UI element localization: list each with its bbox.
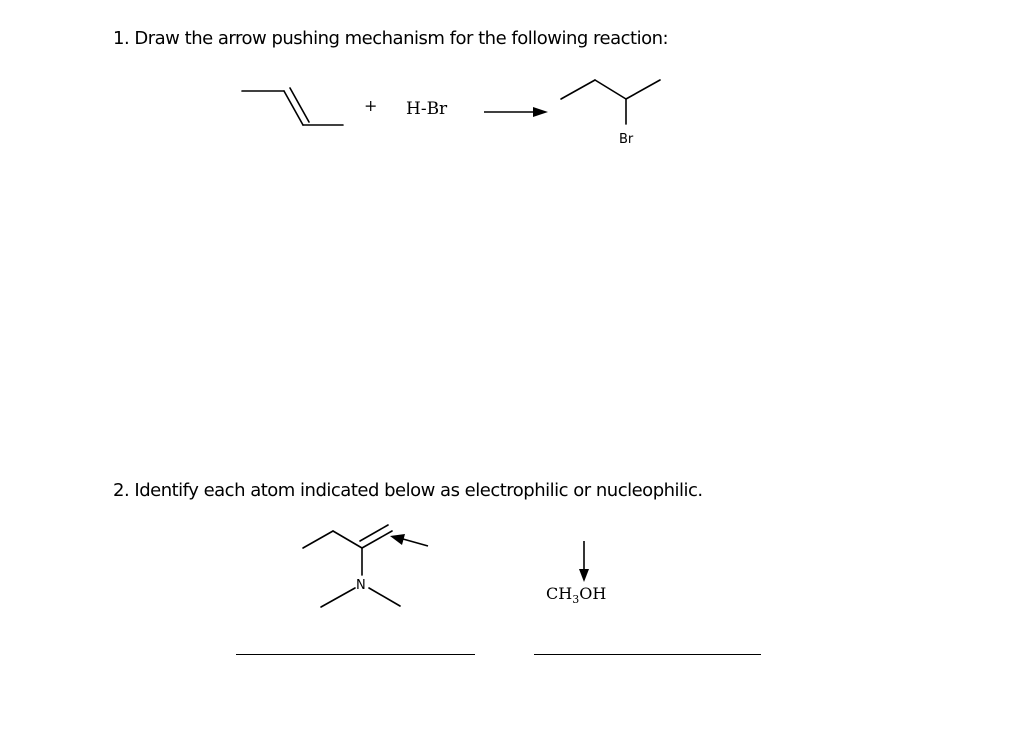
product-bond-1 [561,80,595,99]
methanol-ch: CH [546,584,573,603]
enamine-bond-n-methyl-left [321,588,355,607]
plus-sign: + [364,96,378,115]
product-bromine-label: Br [619,132,634,147]
product-bond-3 [626,80,660,99]
answer-blank-enamine[interactable] [236,654,475,655]
reactant-alkene [242,88,343,125]
methanol-formula [546,584,606,606]
methanol-subscript: 3 [572,593,580,606]
indicator-arrow-alkene [390,534,428,546]
enamine-bond-n-methyl-right [369,588,400,606]
question-2-prompt: 2. Identify each atom indicated below as electrophilic or nucleophilic. [113,480,703,501]
alkene-double-bond-a [284,91,303,125]
enamine-bond-to-alkene [333,531,362,548]
enamine-structure [303,525,400,607]
question-1-prompt: 1. Draw the arrow pushing mechanism for the following reaction: [113,28,669,49]
answer-blank-methanol[interactable] [534,654,761,655]
product-bromoalkane [561,80,660,124]
enamine-double-bond-a [362,531,392,548]
enamine-bond-ethyl [303,531,333,548]
enamine-nitrogen-label: N [356,578,366,593]
enamine-double-bond-b [360,525,388,541]
indicator-arrow-methanol [579,541,589,582]
alkene-double-bond-b [290,88,309,122]
reagent-hbr: H-Br [406,99,448,119]
product-bond-2 [595,80,626,99]
reaction-arrow [484,107,548,117]
methanol-oh: OH [579,584,607,603]
